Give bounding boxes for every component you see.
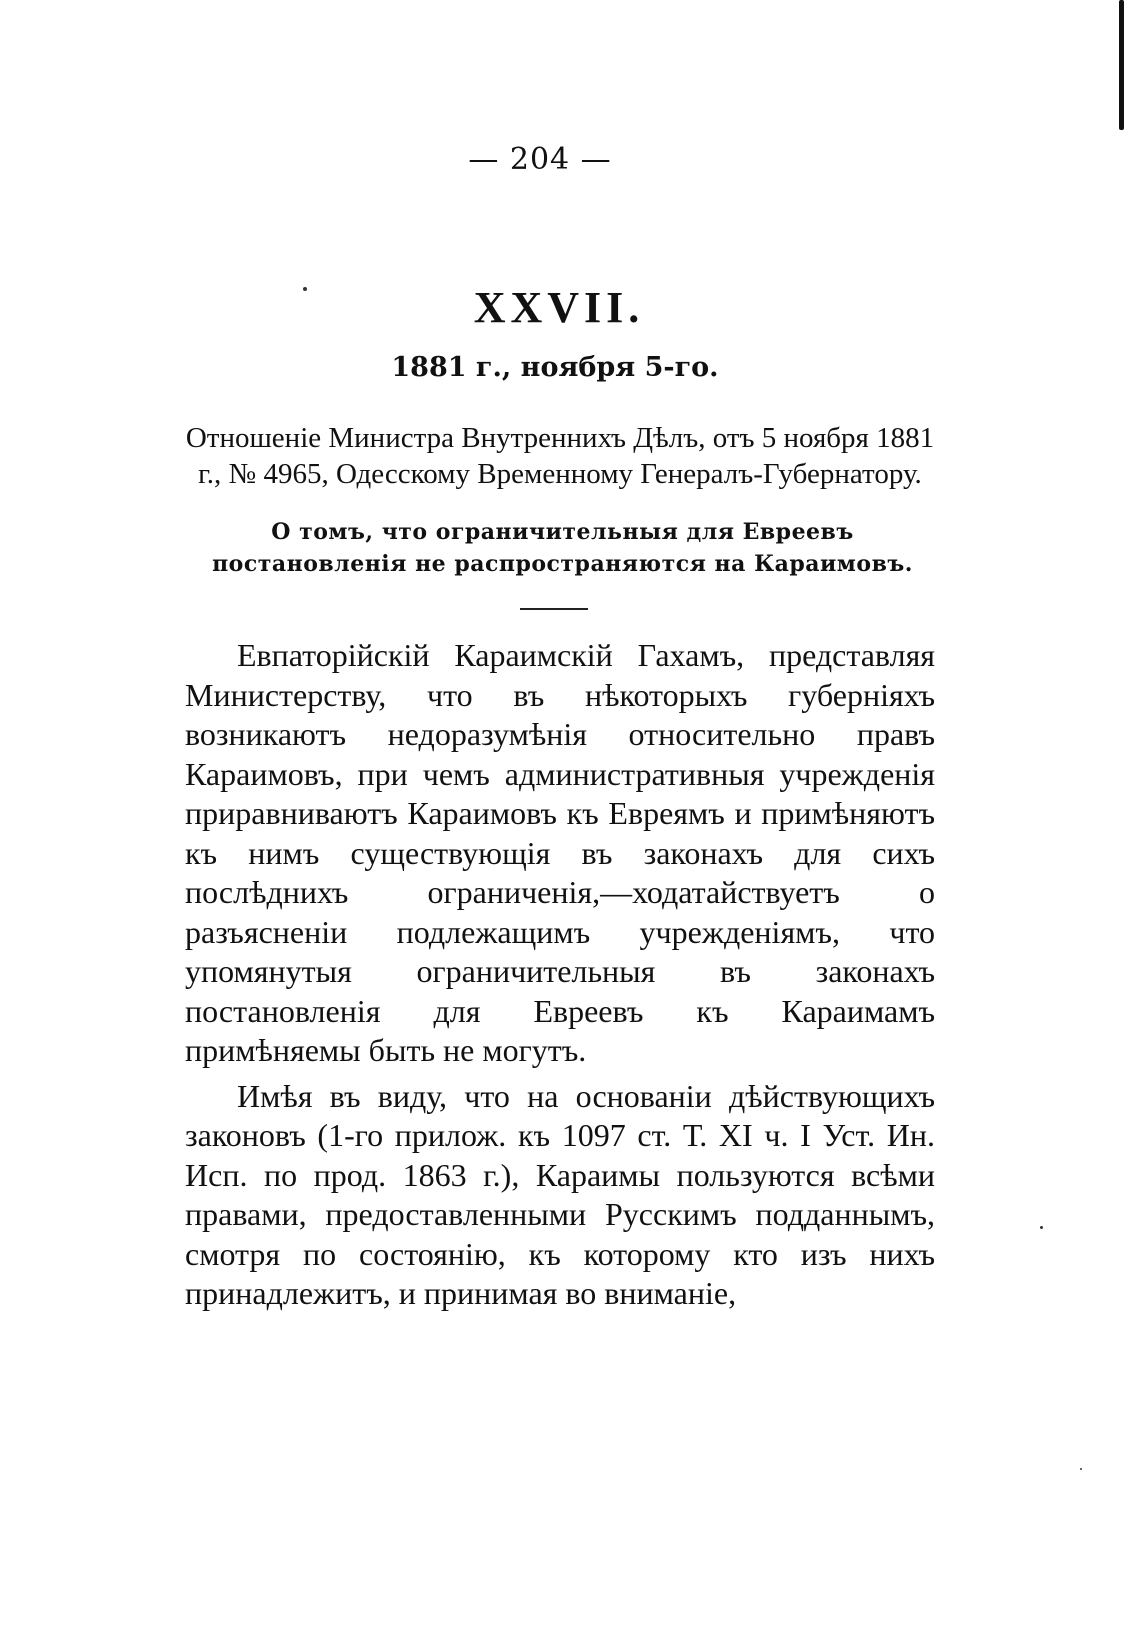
scan-edge-mark	[1119, 0, 1124, 130]
separator-rule	[520, 608, 588, 610]
paragraph-2: Имѣя въ виду, что на основаніи дѣйствующихъ законовъ (1-го прилож. къ 1097 ст. Т. XI ч. I Уст. Ин. Исп. по прод. 1863 г.), Караимы пользуются всѣми правами, предоставленными Русскимъ подданнымъ, смотря по состоянію, къ которому кто изъ нихъ принадлежитъ, и принимая во вниманіе,	[185, 1077, 935, 1311]
scan-speck	[1080, 1468, 1082, 1470]
document-summary: О томъ, что ограничительныя для Евреевъ постановленія не распространяются на Караимовъ.	[212, 519, 913, 577]
section-number: XXVII.	[473, 283, 645, 332]
body-text	[185, 636, 935, 1314]
document-date: 1881 г., ноября 5-го.	[391, 352, 719, 383]
scan-speck	[1040, 1226, 1043, 1229]
document-source: Отношеніе Министра Внутреннихъ Дѣлъ, отъ 5 ноября 1881 г., № 4965, Одесскому Временному Генералъ-Губернатору.	[185, 422, 935, 490]
paragraph-1: Евпаторійскій Караимскій Гахамъ, представляя Министерству, что въ нѣкоторыхъ губерніяхъ возникаютъ недоразумѣнія относительно правъ Караимовъ, при чемъ административныя учрежденія приравниваютъ Караимовъ къ Евреямъ и примѣняютъ къ нимъ существующія въ законахъ для сихъ послѣднихъ ограниченія,—ходатайствуетъ о разъясненіи подлежащимъ учрежденіямъ, что упомянутыя ограничительныя въ законахъ постановленія для Евреевъ къ Караимамъ примѣняемы быть не могутъ.	[185, 637, 935, 1068]
page-number: — 204 —	[468, 142, 612, 177]
